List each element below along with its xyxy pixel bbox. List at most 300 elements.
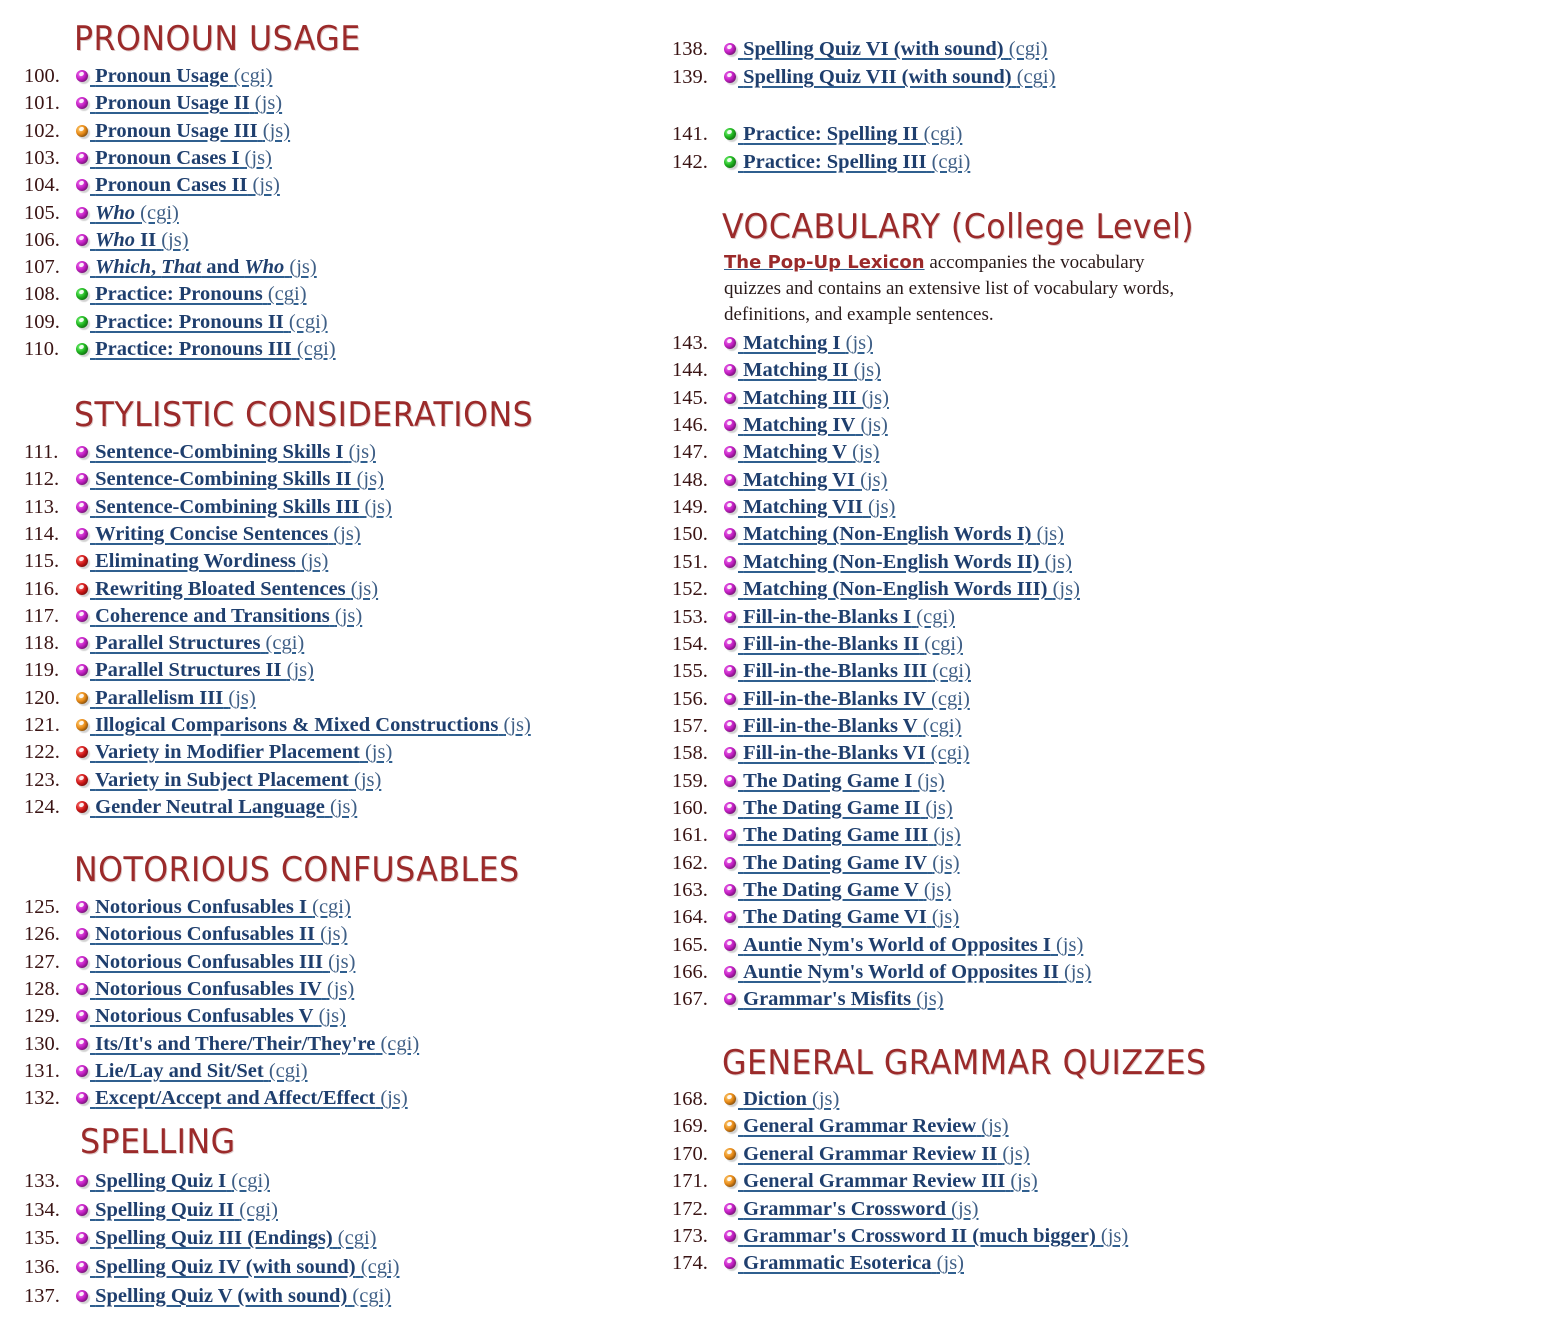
purple-ball-bullet-icon <box>76 446 88 458</box>
quiz-link-parallel-structures-ii[interactable] <box>90 657 314 684</box>
purple-ball-bullet-icon <box>76 1261 88 1273</box>
section-title-pronoun-usage: PRONOUN USAGE <box>74 19 361 59</box>
section-title-notorious-confusables: NOTORIOUS CONFUSABLES <box>74 850 520 890</box>
quiz-title: Practice: Pronouns II <box>95 310 284 333</box>
quiz-link-sentence-combining-skills-i[interactable] <box>90 439 376 466</box>
quiz-type-suffix: (js) <box>289 256 317 279</box>
quiz-type-suffix: (js) <box>1002 1142 1030 1165</box>
quiz-link-matching-vi[interactable] <box>738 467 887 494</box>
item-number: 152. <box>672 578 708 601</box>
quiz-title: Matching II <box>743 359 849 382</box>
quiz-type-suffix: (js) <box>917 769 945 792</box>
quiz-link-the-dating-game-iv[interactable] <box>738 850 960 877</box>
item-number: 160. <box>672 796 708 819</box>
quiz-type-suffix: (js) <box>923 879 952 901</box>
quiz-link-grammar-s-misfits[interactable] <box>738 986 944 1013</box>
quiz-title: Practice: Spelling II <box>743 122 919 145</box>
quiz-title: Parallel Structures II <box>95 659 282 682</box>
item-number: 126. <box>24 923 60 946</box>
item-number: 153. <box>672 605 708 628</box>
quiz-link-auntie-nym-s-world-of-opposites-ii[interactable] <box>738 959 1091 986</box>
item-number: 112. <box>24 468 60 491</box>
quiz-link-fill-in-the-blanks-vi[interactable] <box>738 740 969 767</box>
quiz-link-variety-in-subject-placement[interactable] <box>90 767 381 794</box>
quiz-title: Auntie Nym's World of Opposites II <box>743 961 1059 984</box>
purple-ball-bullet-icon <box>724 392 736 404</box>
item-number: 105. <box>24 201 60 224</box>
quiz-link-grammar-s-crossword-ii-much-bigger[interactable] <box>738 1223 1128 1250</box>
red-ball-bullet-icon <box>76 583 88 595</box>
orange-ball-bullet-icon <box>724 1175 736 1187</box>
quiz-type-suffix: (js) <box>852 441 880 464</box>
quiz-link-grammatic-esoterica[interactable] <box>738 1250 964 1277</box>
purple-ball-bullet-icon <box>724 829 736 841</box>
quiz-link-fill-in-the-blanks-iv[interactable] <box>738 686 970 713</box>
purple-ball-bullet-icon <box>76 1092 88 1104</box>
purple-ball-bullet-icon <box>724 911 736 923</box>
purple-ball-bullet-icon <box>724 747 736 759</box>
quiz-link-practice-pronouns-iii[interactable] <box>90 336 336 363</box>
item-number: 109. <box>24 310 60 333</box>
quiz-link-the-dating-game-iii[interactable] <box>738 822 961 849</box>
quiz-link-notorious-confusables-v[interactable] <box>90 1003 346 1030</box>
quiz-title: Variety in Subject Placement <box>95 768 349 791</box>
quiz-type-suffix: (js) <box>981 1115 1009 1138</box>
quiz-title: Matching (Non-English Words II) <box>743 550 1040 573</box>
purple-ball-bullet-icon <box>76 70 88 82</box>
quiz-link-general-grammar-review[interactable] <box>738 1113 1009 1140</box>
quiz-type-suffix: (js) <box>356 468 384 491</box>
quiz-link-spelling-quiz-i[interactable] <box>90 1168 270 1195</box>
quiz-link-pronoun-cases-ii[interactable] <box>90 172 280 199</box>
purple-ball-bullet-icon <box>76 1038 88 1050</box>
quiz-title: Grammar's Crossword II (much bigger) <box>743 1225 1096 1247</box>
purple-ball-bullet-icon <box>724 474 736 486</box>
quiz-title: Pronoun Usage <box>95 65 229 87</box>
quiz-link-matching-vii[interactable] <box>738 494 895 521</box>
quiz-title: Fill-in-the-Blanks V <box>743 714 918 737</box>
quiz-title: Auntie Nym's World of Opposites I <box>743 933 1051 956</box>
quiz-link-writing-concise-sentences[interactable] <box>90 521 361 548</box>
quiz-type-suffix: (js) <box>1055 933 1084 956</box>
quiz-title: Sentence-Combining Skills II <box>95 468 352 491</box>
quiz-link-the-dating-game-vi[interactable] <box>738 904 959 931</box>
quiz-title: The Dating Game II <box>743 796 921 819</box>
purple-ball-bullet-icon <box>76 207 88 219</box>
quiz-type-suffix: (js) <box>932 851 960 874</box>
quiz-link-pronoun-usage-iii[interactable] <box>90 118 290 145</box>
quiz-link-matching-ii[interactable] <box>738 357 881 384</box>
item-number: 124. <box>24 795 60 818</box>
quiz-link-diction[interactable] <box>738 1086 839 1113</box>
quiz-type-suffix: (js) <box>364 741 393 764</box>
item-number: 119. <box>24 659 60 682</box>
green-ball-bullet-icon <box>724 156 736 168</box>
quiz-link-general-grammar-review-ii[interactable] <box>738 1141 1030 1168</box>
purple-ball-bullet-icon <box>76 983 88 995</box>
quiz-title: Sentence-Combining Skills III <box>95 495 360 518</box>
item-number: 116. <box>24 577 60 600</box>
quiz-type-suffix: (cgi) <box>140 201 179 224</box>
quiz-title: Its/It's and There/Their/They're <box>95 1032 376 1055</box>
purple-ball-bullet-icon <box>76 528 88 540</box>
item-number: 132. <box>24 1087 60 1110</box>
quiz-title: Sentence-Combining Skills I <box>95 441 344 463</box>
purple-ball-bullet-icon <box>724 665 736 677</box>
item-number: 173. <box>672 1225 708 1247</box>
quiz-title: Spelling Quiz V (with sound) <box>95 1284 348 1307</box>
quiz-link-spelling-quiz-iv-with-sound[interactable] <box>90 1254 399 1281</box>
quiz-type-suffix: (js) <box>328 950 356 973</box>
quiz-title: Notorious Confusables II <box>95 923 315 946</box>
purple-ball-bullet-icon <box>724 720 736 732</box>
purple-ball-bullet-icon <box>76 664 88 676</box>
quiz-type-suffix: (js) <box>1063 961 1092 984</box>
quiz-link-auntie-nym-s-world-of-opposites-i[interactable] <box>738 932 1083 959</box>
quiz-link-rewriting-bloated-sentences[interactable] <box>90 576 378 603</box>
quiz-title: The Dating Game V <box>743 879 919 901</box>
quiz-title: Rewriting Bloated Sentences <box>95 577 346 600</box>
quiz-title: The Dating Game IV <box>743 851 928 874</box>
purple-ball-bullet-icon <box>76 1010 88 1022</box>
item-number: 136. <box>24 1256 60 1279</box>
quiz-link-practice-pronouns-ii[interactable] <box>90 309 328 336</box>
quiz-link-fill-in-the-blanks-v[interactable] <box>738 713 961 740</box>
item-number: 106. <box>24 228 60 251</box>
quiz-link-grammar-s-crossword[interactable] <box>738 1196 978 1223</box>
item-number: 156. <box>672 687 708 710</box>
quiz-title: Fill-in-the-Blanks III <box>743 660 928 683</box>
quiz-type-suffix: (cgi) <box>312 896 351 918</box>
quiz-type-suffix: (cgi) <box>930 742 970 765</box>
item-number: 129. <box>24 1005 60 1028</box>
quiz-type-suffix: (js) <box>348 441 376 463</box>
quiz-title: Spelling Quiz VII (with sound) <box>743 66 1012 89</box>
quiz-title: Writing Concise Sentences <box>95 522 329 545</box>
quiz-link-notorious-confusables-iii[interactable] <box>90 949 355 976</box>
orange-ball-bullet-icon <box>76 125 88 137</box>
item-number: 131. <box>24 1059 60 1082</box>
quiz-title: Fill-in-the-Blanks VI <box>743 742 926 765</box>
item-number: 157. <box>672 714 708 737</box>
quiz-type-suffix: (cgi) <box>288 310 328 333</box>
quiz-type-suffix: (cgi) <box>265 632 305 655</box>
quiz-type-suffix: (js) <box>252 174 280 197</box>
purple-ball-bullet-icon <box>76 473 88 485</box>
item-number: 155. <box>672 660 708 683</box>
quiz-link-except-accept-and-affect-effect[interactable] <box>90 1085 408 1112</box>
quiz-type-suffix: (js) <box>318 1005 346 1028</box>
quiz-title: Spelling Quiz II <box>95 1198 235 1221</box>
quiz-type-suffix: (js) <box>860 468 888 491</box>
quiz-title: Matching IV <box>743 414 856 437</box>
quiz-title: Spelling Quiz III (Endings) <box>95 1227 333 1250</box>
purple-ball-bullet-icon <box>76 1204 88 1216</box>
purple-ball-bullet-icon <box>76 928 88 940</box>
quiz-type-suffix: (js) <box>503 714 531 736</box>
purple-ball-bullet-icon <box>724 71 736 83</box>
quiz-title: Matching V <box>743 441 847 464</box>
purple-ball-bullet-icon <box>724 775 736 787</box>
quiz-title: Grammatic Esoterica <box>743 1252 932 1275</box>
item-number: 113. <box>24 495 60 518</box>
item-number: 133. <box>24 1170 60 1192</box>
quiz-type-suffix: (js) <box>334 604 363 627</box>
quiz-title: Fill-in-the-Blanks II <box>743 632 920 655</box>
item-number: 122. <box>24 741 60 764</box>
quiz-link-notorious-confusables-iv[interactable] <box>90 976 354 1003</box>
quiz-link-lie-lay-and-sit-set[interactable] <box>90 1058 308 1085</box>
quiz-title: Matching VI <box>743 468 855 491</box>
quiz-type-suffix: (js) <box>1100 1225 1129 1247</box>
purple-ball-bullet-icon <box>724 337 736 349</box>
item-number: 137. <box>24 1284 60 1307</box>
item-number: 169. <box>672 1115 708 1138</box>
item-number: 111. <box>24 441 59 463</box>
quiz-title: Diction <box>743 1088 807 1110</box>
purple-ball-bullet-icon <box>724 528 736 540</box>
quiz-link-who-ii[interactable] <box>90 227 189 254</box>
quiz-link-spelling-quiz-v-with-sound[interactable] <box>90 1283 391 1310</box>
purple-ball-bullet-icon <box>76 956 88 968</box>
purple-ball-bullet-icon <box>724 638 736 650</box>
quiz-link-fill-in-the-blanks-i[interactable] <box>738 604 955 631</box>
quiz-link-matching-i[interactable] <box>738 330 873 357</box>
purple-ball-bullet-icon <box>76 261 88 273</box>
quiz-title: Pronoun Cases II <box>95 174 248 197</box>
purple-ball-bullet-icon <box>76 1175 88 1187</box>
quiz-type-suffix: (js) <box>861 386 889 409</box>
quiz-type-suffix: (js) <box>845 332 873 354</box>
quiz-type-suffix: (js) <box>161 228 189 251</box>
red-ball-bullet-icon <box>76 774 88 786</box>
item-number: 101. <box>24 92 60 115</box>
purple-ball-bullet-icon <box>724 501 736 513</box>
quiz-link-practice-pronouns[interactable] <box>90 281 307 308</box>
quiz-link-the-dating-game-ii[interactable] <box>738 795 953 822</box>
quiz-type-suffix: (js) <box>354 768 382 791</box>
quiz-link-fill-in-the-blanks-iii[interactable] <box>738 658 971 685</box>
quiz-title: Matching (Non-English Words I) <box>743 523 1032 546</box>
quiz-type-suffix: (cgi) <box>380 1032 420 1055</box>
quiz-link-sentence-combining-skills-iii[interactable] <box>90 494 392 521</box>
purple-ball-bullet-icon <box>724 802 736 814</box>
purple-ball-bullet-icon <box>724 1203 736 1215</box>
quiz-type-suffix: (js) <box>326 977 355 1000</box>
quiz-type-suffix: (js) <box>853 359 881 382</box>
purple-ball-bullet-icon <box>724 556 736 568</box>
quiz-link-notorious-confusables-ii[interactable] <box>90 921 347 948</box>
quiz-title: Matching I <box>743 332 841 354</box>
item-number: 159. <box>672 769 708 792</box>
purple-ball-bullet-icon <box>724 857 736 869</box>
quiz-type-suffix: (js) <box>244 146 272 169</box>
quiz-link-spelling-quiz-iii-endings[interactable] <box>90 1225 377 1252</box>
item-number: 117. <box>24 604 60 627</box>
quiz-title: Grammar's Crossword <box>743 1197 947 1220</box>
quiz-link-pronoun-usage[interactable] <box>90 63 272 90</box>
quiz-link-its-it-s-and-there-their-they-re[interactable] <box>90 1031 419 1058</box>
quiz-link-practice-spelling-ii[interactable] <box>738 121 962 148</box>
quiz-link-matching-v[interactable] <box>738 439 879 466</box>
quiz-title: Matching VII <box>743 496 863 519</box>
quiz-title: Fill-in-the-Blanks IV <box>743 687 926 710</box>
purple-ball-bullet-icon <box>724 966 736 978</box>
purple-ball-bullet-icon <box>76 97 88 109</box>
quiz-link-parallelism-iii[interactable] <box>90 685 256 712</box>
section-title-stylistic-considerations: STYLISTIC CONSIDERATIONS <box>74 395 534 435</box>
quiz-title: Who <box>95 201 136 224</box>
item-number: 100. <box>24 65 60 87</box>
quiz-type-suffix: (js) <box>320 923 348 946</box>
item-number: 104. <box>24 174 60 197</box>
purple-ball-bullet-icon <box>76 1290 88 1302</box>
quiz-title: Spelling Quiz VI (with sound) <box>743 38 1004 60</box>
orange-ball-bullet-icon <box>724 1093 736 1105</box>
quiz-type-suffix: (js) <box>1044 550 1072 573</box>
purple-ball-bullet-icon <box>76 152 88 164</box>
quiz-link-eliminating-wordiness[interactable] <box>90 548 328 575</box>
item-number: 145. <box>672 386 708 409</box>
quiz-type-suffix: (cgi) <box>931 151 971 174</box>
section-title-general-grammar-quizzes: GENERAL GRAMMAR QUIZZES <box>722 1043 1207 1083</box>
quiz-title: Practice: Pronouns <box>95 283 263 306</box>
quiz-title: Lie/Lay and Sit/Set <box>95 1059 264 1082</box>
purple-ball-bullet-icon <box>724 884 736 896</box>
item-number: 107. <box>24 256 60 279</box>
quiz-type-suffix: (cgi) <box>231 1170 270 1192</box>
quiz-title: Who II <box>95 228 157 251</box>
item-number: 171. <box>672 1170 708 1193</box>
quiz-link-spelling-quiz-vi-with-sound[interactable] <box>738 36 1047 63</box>
orange-ball-bullet-icon <box>724 1120 736 1132</box>
green-ball-bullet-icon <box>76 343 88 355</box>
purple-ball-bullet-icon <box>76 179 88 191</box>
quiz-type-suffix: (js) <box>860 414 888 437</box>
quiz-type-suffix: (js) <box>329 795 358 818</box>
quiz-link-spelling-quiz-ii[interactable] <box>90 1197 278 1224</box>
item-number: 138. <box>672 38 708 60</box>
quiz-type-suffix: (js) <box>333 522 361 545</box>
quiz-type-suffix: (cgi) <box>931 687 970 710</box>
quiz-link-matching-non-english-words-iii[interactable] <box>738 576 1080 603</box>
quiz-link-notorious-confusables-i[interactable] <box>90 894 351 921</box>
quiz-type-suffix: (js) <box>350 577 379 600</box>
quiz-title: Fill-in-the-Blanks I <box>743 605 912 628</box>
quiz-title: General Grammar Review <box>743 1115 977 1138</box>
quiz-title: General Grammar Review III <box>743 1170 1006 1193</box>
quiz-type-suffix: (cgi) <box>922 714 962 737</box>
quiz-link-who[interactable] <box>90 200 179 227</box>
quiz-link-sentence-combining-skills-ii[interactable] <box>90 466 384 493</box>
quiz-type-suffix: (js) <box>868 496 896 519</box>
quiz-link-fill-in-the-blanks-ii[interactable] <box>738 631 963 658</box>
quiz-type-suffix: (js) <box>300 550 329 573</box>
item-number: 167. <box>672 988 708 1011</box>
purple-ball-bullet-icon <box>76 501 88 513</box>
quiz-title: Gender Neutral Language <box>95 795 325 818</box>
item-number: 143. <box>672 332 708 354</box>
item-number: 162. <box>672 851 708 874</box>
purple-ball-bullet-icon <box>724 43 736 55</box>
quiz-type-suffix: (js) <box>925 796 953 819</box>
quiz-type-suffix: (cgi) <box>916 605 955 628</box>
quiz-type-suffix: (js) <box>936 1252 964 1275</box>
purple-ball-bullet-icon <box>724 446 736 458</box>
item-number: 170. <box>672 1142 708 1165</box>
item-number: 149. <box>672 496 708 519</box>
item-number: 127. <box>24 950 60 973</box>
pop-up-lexicon-link[interactable]: The Pop-Up Lexicon <box>724 252 925 273</box>
purple-ball-bullet-icon <box>724 1230 736 1242</box>
quiz-type-suffix: (cgi) <box>239 1198 278 1221</box>
quiz-title: Pronoun Cases I <box>95 146 240 169</box>
quiz-title: General Grammar Review II <box>743 1142 998 1165</box>
quiz-type-suffix: (cgi) <box>360 1256 400 1279</box>
item-number: 166. <box>672 961 708 984</box>
item-number: 168. <box>672 1088 708 1110</box>
quiz-type-suffix: (js) <box>228 686 256 709</box>
quiz-link-the-dating-game-i[interactable] <box>738 768 945 795</box>
quiz-title: Eliminating Wordiness <box>95 550 296 573</box>
quiz-link-which-that-and-who[interactable] <box>90 254 317 281</box>
quiz-title: The Dating Game I <box>743 769 913 792</box>
quiz-link-matching-iii[interactable] <box>738 385 889 412</box>
green-ball-bullet-icon <box>76 288 88 300</box>
quiz-link-matching-iv[interactable] <box>738 412 888 439</box>
quiz-type-suffix: (js) <box>916 988 944 1011</box>
quiz-type-suffix: (cgi) <box>924 632 963 655</box>
quiz-link-pronoun-cases-i[interactable] <box>90 145 272 172</box>
quiz-link-matching-non-english-words-ii[interactable] <box>738 549 1072 576</box>
quiz-link-variety-in-modifier-placement[interactable] <box>90 739 392 766</box>
quiz-title: Variety in Modifier Placement <box>95 741 360 764</box>
green-ball-bullet-icon <box>724 128 736 140</box>
purple-ball-bullet-icon <box>724 939 736 951</box>
quiz-title: Notorious Confusables IV <box>95 977 322 1000</box>
item-number: 134. <box>24 1198 60 1221</box>
purple-ball-bullet-icon <box>76 610 88 622</box>
orange-ball-bullet-icon <box>76 692 88 704</box>
quiz-type-suffix: (js) <box>933 824 961 847</box>
quiz-link-the-dating-game-v[interactable] <box>738 877 951 904</box>
item-number: 114. <box>24 522 60 545</box>
quiz-link-parallel-structures[interactable] <box>90 630 304 657</box>
quiz-title: Notorious Confusables I <box>95 896 307 918</box>
item-number: 172. <box>672 1197 708 1220</box>
item-number: 144. <box>672 359 708 382</box>
quiz-title: Matching III <box>743 386 857 409</box>
item-number: 120. <box>24 686 60 709</box>
item-number: 139. <box>672 66 708 89</box>
item-number: 128. <box>24 977 60 1000</box>
quiz-link-general-grammar-review-iii[interactable] <box>738 1168 1038 1195</box>
quiz-link-matching-non-english-words-i[interactable] <box>738 521 1064 548</box>
quiz-link-spelling-quiz-vii-with-sound[interactable] <box>738 64 1055 91</box>
quiz-link-gender-neutral-language[interactable] <box>90 794 357 821</box>
quiz-type-suffix: (cgi) <box>932 660 971 683</box>
quiz-link-coherence-and-transitions[interactable] <box>90 603 362 630</box>
quiz-link-practice-spelling-iii[interactable] <box>738 149 970 176</box>
quiz-type-suffix: (cgi) <box>352 1284 392 1307</box>
quiz-link-pronoun-usage-ii[interactable] <box>90 90 282 117</box>
quiz-type-suffix: (js) <box>1052 578 1080 601</box>
item-number: 102. <box>24 119 60 142</box>
purple-ball-bullet-icon <box>76 1065 88 1077</box>
item-number: 110. <box>24 338 60 360</box>
item-number: 142. <box>672 151 708 174</box>
quiz-link-illogical-comparisons-mixed-constructions[interactable] <box>90 712 531 739</box>
